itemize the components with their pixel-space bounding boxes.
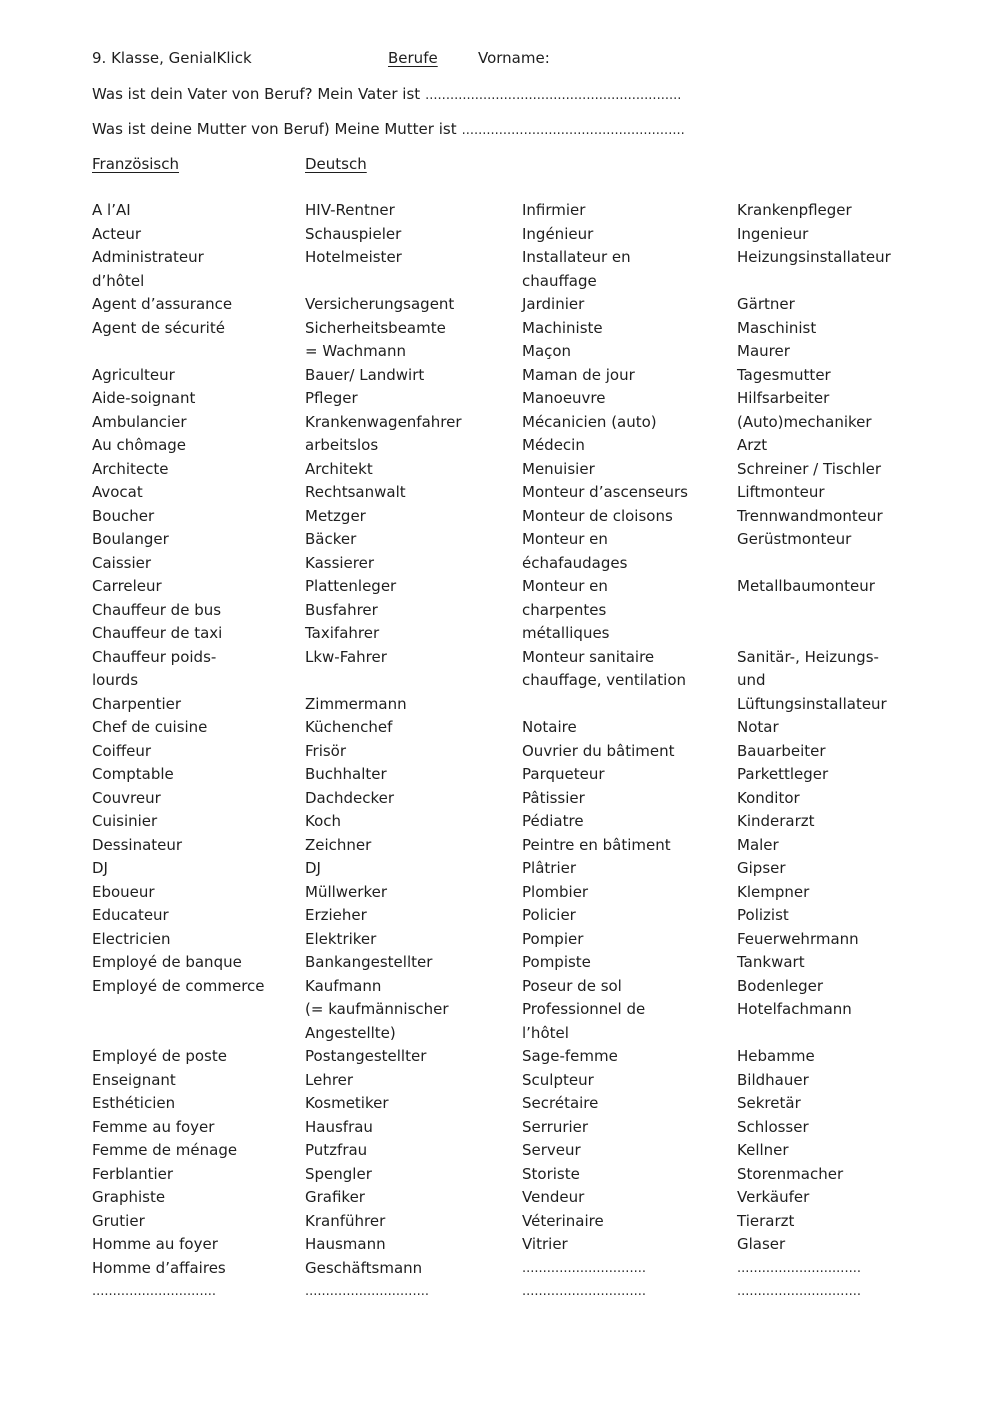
- blank-answer-line: ..............................: [737, 1260, 861, 1276]
- fr-term-2: Maman de jour: [522, 365, 635, 384]
- answer-line-father: ..............................................................: [425, 88, 682, 103]
- fr-term-1: Ambulancier: [92, 412, 187, 431]
- de-term-2: Lüftungsinstallateur: [737, 694, 887, 713]
- fr-term-1: Enseignant: [92, 1070, 176, 1089]
- fr-term-1: Chauffeur de taxi: [92, 624, 223, 642]
- fr-term-2: Pompier: [522, 929, 584, 948]
- fr-term-1: Boucher: [92, 506, 155, 525]
- de-term-1: Bankangestellter: [305, 953, 433, 971]
- blank-answer-line: ..............................: [522, 1260, 646, 1276]
- fr-term-2: Médecin: [522, 436, 585, 454]
- de-term-1: Zeichner: [305, 835, 372, 854]
- fr-term-1: Agent de sécurité: [92, 318, 225, 337]
- question-mother: [92, 117, 685, 143]
- de-term-2: Heizungsinstallateur: [737, 248, 891, 266]
- de-term-2: Gipser: [737, 859, 786, 877]
- de-term-2: Hotelfachmann: [737, 1000, 852, 1018]
- fr-term-1: Grutier: [92, 1211, 145, 1230]
- de-term-1: Kranführer: [305, 1211, 386, 1230]
- column-header-german: Deutsch: [305, 155, 367, 173]
- de-term-2: Tierarzt: [737, 1211, 795, 1230]
- de-term-1: = Wachmann: [305, 342, 406, 360]
- de-term-1: Busfahrer: [305, 600, 378, 619]
- de-term-2: Konditor: [737, 788, 800, 807]
- fr-term-1: Chef de cuisine: [92, 718, 208, 736]
- blank-answer-line: ..............................: [92, 1284, 216, 1299]
- fr-term-1: Coiffeur: [92, 741, 152, 760]
- de-term-2: Storenmacher: [737, 1164, 844, 1183]
- fr-term-2: Monteur en: [522, 577, 608, 595]
- fr-term-1: Employé de banque: [92, 953, 242, 971]
- de-term-1: arbeitslos: [305, 436, 379, 454]
- fr-term-1: Dessinateur: [92, 835, 183, 854]
- de-term-1: Putzfrau: [305, 1141, 368, 1159]
- de-term-2: Maschinist: [737, 318, 817, 337]
- de-term-2: Maler: [737, 835, 779, 854]
- de-term-2: Schreiner / Tischler: [737, 459, 882, 478]
- fr-term-2: Peintre en bâtiment: [522, 835, 671, 854]
- fr-term-1: Cuisinier: [92, 812, 158, 830]
- de-term-1: Lehrer: [305, 1070, 354, 1089]
- de-term-1: Buchhalter: [305, 765, 387, 783]
- de-term-1: Taxifahrer: [305, 624, 380, 642]
- de-term-1: Sicherheitsbeamte: [305, 318, 446, 337]
- de-term-1: Zimmermann: [305, 694, 407, 713]
- fr-term-1: Esthéticien: [92, 1094, 176, 1112]
- de-term-1: Angestellte): [305, 1023, 396, 1042]
- de-term-2: Verkäufer: [737, 1188, 810, 1206]
- blank-answer-line: ..............................: [522, 1284, 646, 1299]
- de-term-2: Krankenpfleger: [737, 201, 852, 219]
- fr-term-1: Femme au foyer: [92, 1117, 215, 1136]
- blank-answer-line: ..............................: [305, 1284, 429, 1299]
- de-term-2: Arzt: [737, 436, 768, 454]
- fr-term-1: Agriculteur: [92, 365, 175, 384]
- de-term-2: Hebamme: [737, 1047, 815, 1065]
- fr-term-2: Policier: [522, 906, 576, 924]
- fr-term-1: Employé de poste: [92, 1047, 227, 1065]
- fr-term-1: Eboueur: [92, 882, 155, 901]
- fr-term-1: Agent d’assurance: [92, 295, 233, 313]
- de-term-2: Gärtner: [737, 295, 795, 313]
- question-father-text: Was ist dein Vater von Beruf? Mein Vater ist: [92, 85, 421, 103]
- de-term-2: [737, 622, 972, 646]
- fr-term-2: Machiniste: [522, 318, 603, 337]
- blank-answer-line: ..............................: [737, 1284, 861, 1299]
- de-term-2: [737, 1022, 972, 1046]
- de-term-1: Dachdecker: [305, 788, 395, 807]
- de-term-1: Elektriker: [305, 929, 377, 948]
- de-term-2: Kellner: [737, 1141, 789, 1159]
- fr-term-1: Avocat: [92, 483, 143, 501]
- fr-term-1: Electricien: [92, 929, 171, 948]
- de-term-1: Metzger: [305, 506, 366, 525]
- de-term-1: Hausfrau: [305, 1117, 373, 1136]
- de-term-2: Hilfsarbeiter: [737, 389, 830, 407]
- fr-term-1: [92, 340, 305, 364]
- de-term-2: Gerüstmonteur: [737, 530, 852, 548]
- de-term-1: Kassierer: [305, 553, 375, 572]
- fr-term-2: Vitrier: [522, 1235, 568, 1253]
- de-term-2: Klempner: [737, 882, 810, 901]
- vorname-label: Vorname:: [478, 49, 550, 67]
- de-term-1: Plattenleger: [305, 577, 397, 595]
- de-term-2: [737, 599, 972, 623]
- fr-term-2: Jardinier: [522, 295, 585, 313]
- fr-term-1: Couvreur: [92, 788, 161, 807]
- de-term-1: Krankenwagenfahrer: [305, 412, 462, 431]
- fr-term-2: Pédiatre: [522, 812, 584, 830]
- de-term-2: Sekretär: [737, 1094, 801, 1112]
- fr-term-2: Plombier: [522, 882, 589, 901]
- fr-term-2: Menuisier: [522, 459, 595, 478]
- de-term-1: (= kaufmännischer: [305, 1000, 449, 1018]
- de-term-1: Rechtsanwalt: [305, 483, 406, 501]
- fr-term-1: Chauffeur poids-: [92, 647, 217, 666]
- fr-term-2: Installateur en: [522, 248, 631, 266]
- de-term-2: Trennwandmonteur: [737, 506, 883, 525]
- fr-term-1: lourds: [92, 671, 139, 689]
- fr-term-2: Storiste: [522, 1164, 580, 1183]
- de-term-1: Postangestellter: [305, 1047, 427, 1065]
- de-term-2: Kinderarzt: [737, 812, 815, 830]
- de-term-1: Geschäftsmann: [305, 1258, 423, 1277]
- de-term-2: [737, 552, 972, 576]
- fr-term-1: Caissier: [92, 553, 152, 572]
- question-mother-text: Was ist deine Mutter von Beruf) Meine Mutter ist: [92, 120, 457, 138]
- de-term-1: Hotelmeister: [305, 248, 402, 266]
- de-term-1: Lkw-Fahrer: [305, 647, 387, 666]
- fr-term-1: Graphiste: [92, 1188, 166, 1206]
- de-term-1: Müllwerker: [305, 882, 387, 901]
- de-term-1: Kaufmann: [305, 976, 382, 995]
- de-term-1: HIV-Rentner: [305, 201, 395, 219]
- de-term-1: Bäcker: [305, 530, 357, 548]
- de-term-2: Metallbaumonteur: [737, 577, 875, 595]
- de-term-2: Glaser: [737, 1235, 786, 1253]
- fr-term-1: Au chômage: [92, 436, 187, 454]
- fr-term-1: Homme au foyer: [92, 1235, 218, 1253]
- worksheet-title: Berufe: [388, 49, 438, 67]
- fr-term-1: Employé de commerce: [92, 976, 265, 995]
- fr-term-2: chauffage, ventilation: [522, 671, 687, 689]
- fr-term-1: Administrateur: [92, 248, 204, 266]
- fr-term-2: [522, 693, 737, 717]
- fr-term-1: DJ: [92, 859, 108, 877]
- fr-term-2: Maçon: [522, 342, 572, 360]
- fr-term-2: charpentes: [522, 600, 607, 619]
- fr-term-2: Sculpteur: [522, 1070, 594, 1089]
- de-term-1: Architekt: [305, 459, 373, 478]
- de-term-2: Feuerwehrmann: [737, 929, 859, 948]
- question-father: [92, 82, 681, 108]
- de-term-2: Maurer: [737, 342, 790, 360]
- fr-term-2: Notaire: [522, 718, 577, 736]
- fr-term-2: Serveur: [522, 1141, 581, 1159]
- fr-term-2: Pompiste: [522, 953, 591, 971]
- vocab-table: [92, 199, 972, 1304]
- answer-line-mother: ......................................................: [461, 123, 685, 138]
- fr-term-2: l’hôtel: [522, 1023, 569, 1042]
- fr-term-2: métalliques: [522, 624, 610, 642]
- fr-term-2: Poseur de sol: [522, 976, 622, 995]
- fr-term-1: [92, 1022, 305, 1046]
- fr-term-2: Manoeuvre: [522, 389, 606, 407]
- de-term-2: Tagesmutter: [737, 365, 831, 384]
- de-term-1: [305, 669, 522, 693]
- fr-term-2: Ouvrier du bâtiment: [522, 741, 675, 760]
- fr-term-1: Carreleur: [92, 577, 162, 595]
- fr-term-1: Chauffeur de bus: [92, 600, 222, 619]
- de-term-1: Versicherungsagent: [305, 295, 455, 313]
- de-term-2: Bildhauer: [737, 1070, 809, 1089]
- de-term-2: (Auto)mechaniker: [737, 412, 872, 431]
- fr-term-1: Acteur: [92, 224, 142, 243]
- fr-term-1: Ferblantier: [92, 1164, 174, 1183]
- fr-term-2: Sage-femme: [522, 1047, 618, 1065]
- fr-term-1: Comptable: [92, 765, 174, 783]
- de-term-2: Bauarbeiter: [737, 741, 826, 760]
- fr-term-1: Boulanger: [92, 530, 169, 548]
- fr-term-2: Monteur en: [522, 530, 608, 548]
- de-term-2: [737, 270, 972, 294]
- de-term-2: Ingenieur: [737, 224, 809, 243]
- de-term-1: Pfleger: [305, 389, 358, 407]
- de-term-2: Schlosser: [737, 1117, 809, 1136]
- fr-term-2: Secrétaire: [522, 1094, 599, 1112]
- de-term-2: Parkettleger: [737, 765, 829, 783]
- fr-term-2: chauffage: [522, 271, 597, 290]
- fr-term-2: Pâtissier: [522, 788, 585, 807]
- fr-term-1: Architecte: [92, 459, 169, 478]
- fr-term-2: Véterinaire: [522, 1211, 604, 1230]
- fr-term-2: Serrurier: [522, 1117, 589, 1136]
- de-term-1: Küchenchef: [305, 718, 393, 736]
- de-term-2: Polizist: [737, 906, 789, 924]
- de-term-1: [305, 270, 522, 294]
- de-term-1: Frisör: [305, 741, 347, 760]
- fr-term-2: Infirmier: [522, 201, 586, 219]
- de-term-1: Spengler: [305, 1164, 372, 1183]
- fr-term-1: Femme de ménage: [92, 1141, 238, 1159]
- de-term-2: Notar: [737, 718, 779, 736]
- de-term-1: DJ: [305, 859, 321, 877]
- fr-term-1: [92, 998, 305, 1022]
- class-label: 9. Klasse, GenialKlick: [92, 49, 252, 67]
- fr-term-1: Aide-soignant: [92, 389, 196, 407]
- fr-term-2: Plâtrier: [522, 859, 577, 877]
- fr-term-2: Parqueteur: [522, 765, 605, 783]
- fr-term-1: Homme d’affaires: [92, 1258, 226, 1277]
- fr-term-1: d’hôtel: [92, 271, 145, 290]
- fr-term-1: A l’AI: [92, 201, 131, 219]
- de-term-1: Grafiker: [305, 1188, 365, 1206]
- fr-term-2: Monteur d’ascenseurs: [522, 483, 688, 501]
- de-term-2: Tankwart: [737, 953, 805, 971]
- de-term-2: und: [737, 671, 766, 689]
- de-term-2: Bodenleger: [737, 976, 824, 995]
- fr-term-2: Vendeur: [522, 1188, 585, 1206]
- fr-term-2: Professionnel de: [522, 1000, 646, 1018]
- de-term-1: Koch: [305, 812, 342, 830]
- fr-term-1: Educateur: [92, 906, 169, 924]
- fr-term-1: Charpentier: [92, 694, 182, 713]
- de-term-1: Schauspieler: [305, 224, 402, 243]
- fr-term-2: Mécanicien (auto): [522, 412, 657, 431]
- column-header-french: Französisch: [92, 155, 180, 173]
- de-term-2: Liftmonteur: [737, 483, 825, 501]
- de-term-1: Erzieher: [305, 906, 367, 924]
- fr-term-2: Ingénieur: [522, 224, 594, 243]
- fr-term-2: Monteur de cloisons: [522, 506, 673, 525]
- de-term-2: Sanitär-, Heizungs-: [737, 647, 879, 666]
- fr-term-2: échafaudages: [522, 553, 628, 572]
- de-term-1: Bauer/ Landwirt: [305, 365, 425, 384]
- de-term-1: Kosmetiker: [305, 1094, 389, 1112]
- de-term-1: Hausmann: [305, 1235, 386, 1253]
- fr-term-2: Monteur sanitaire: [522, 647, 655, 666]
